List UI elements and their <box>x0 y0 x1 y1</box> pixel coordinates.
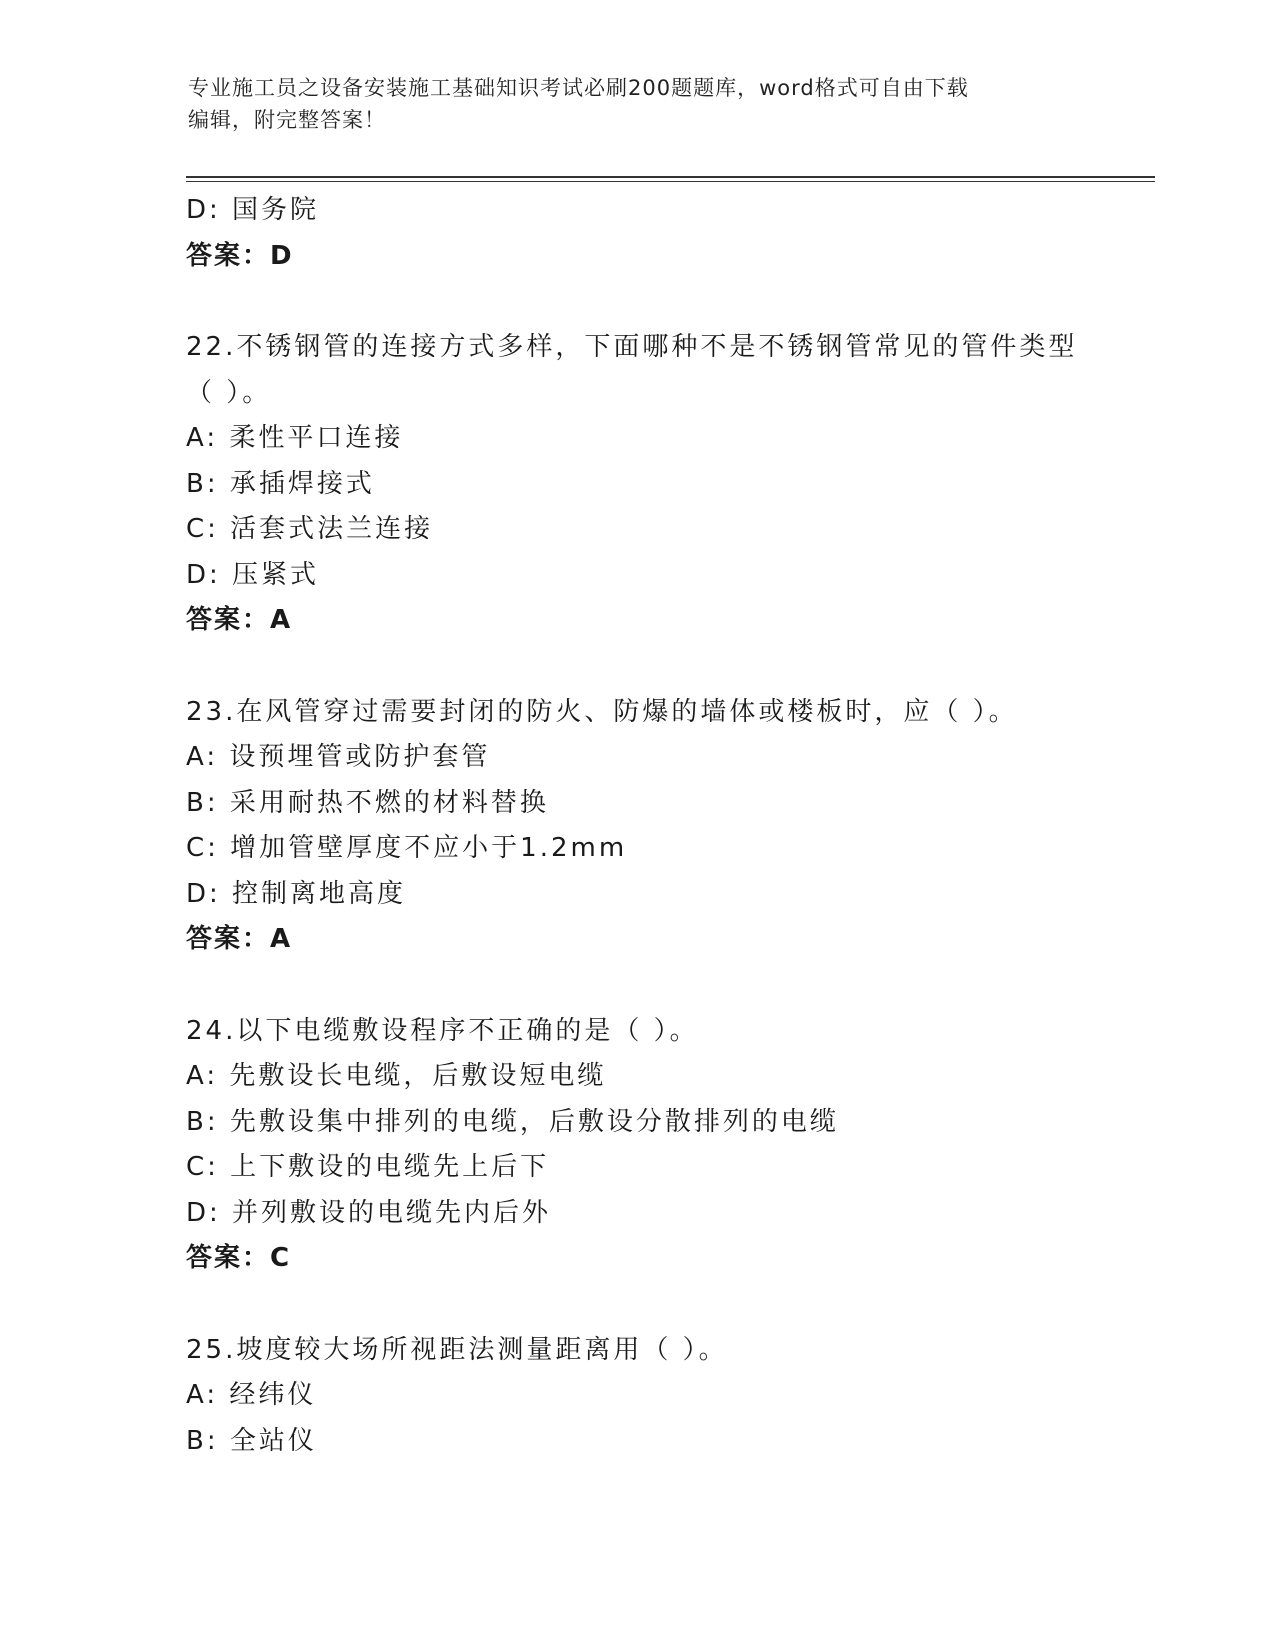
answer-line: 答案：C <box>186 1243 292 1273</box>
question-22 <box>186 325 1086 644</box>
previous-question-tail <box>186 188 1086 279</box>
header-divider-thin <box>186 181 1155 182</box>
question-stem-continued: （ ）。 <box>186 377 272 408</box>
option-a: A: 柔性平口连接 <box>186 423 404 453</box>
question-25 <box>186 1328 1086 1465</box>
document-header <box>188 72 1068 136</box>
option-d: D: 压紧式 <box>186 559 320 590</box>
answer-line: 答案：D <box>186 240 294 271</box>
option-c: C: 上下敷设的电缆先上后下 <box>186 1152 550 1182</box>
question-stem: 22.不锈钢管的连接方式多样，下面哪种不是不锈钢管常见的管件类型 <box>186 332 1078 362</box>
header-line-1: 专业施工员之设备安装施工基础知识考试必刷200题题库，word格式可自由下载 <box>188 76 969 100</box>
answer-line: 答案：A <box>186 924 293 954</box>
option-a: A: 设预埋管或防护套管 <box>186 742 491 772</box>
answer-line: 答案：A <box>186 605 293 635</box>
option-b: B: 采用耐热不燃的材料替换 <box>186 787 549 818</box>
question-stem: 23.在风管穿过需要封闭的防火、防爆的墙体或楼板时，应（ ）。 <box>186 696 1018 727</box>
header-divider-thick <box>186 176 1155 178</box>
option-d: D: 控制离地高度 <box>186 878 407 909</box>
question-23 <box>186 690 1086 963</box>
option-a: A: 先敷设长电缆，后敷设短电缆 <box>186 1061 607 1091</box>
document-body <box>186 188 1086 1464</box>
option-b: B: 先敷设集中排列的电缆，后敷设分散排列的电缆 <box>186 1106 839 1137</box>
option-b: B: 全站仪 <box>186 1425 317 1456</box>
spacer <box>186 963 1086 1009</box>
option-c: C: 活套式法兰连接 <box>186 514 434 544</box>
spacer <box>186 279 1086 325</box>
header-line-2: 编辑，附完整答案！ <box>188 108 386 132</box>
spacer <box>186 644 1086 690</box>
option-a: A: 经纬仪 <box>186 1380 317 1410</box>
question-stem: 25.坡度较大场所视距法测量距离用（ ）。 <box>186 1334 728 1365</box>
option-b: B: 承插焊接式 <box>186 468 375 499</box>
option-d: D: 国务院 <box>186 195 320 225</box>
option-d: D: 并列敷设的电缆先内后外 <box>186 1197 552 1228</box>
spacer <box>186 1282 1086 1328</box>
question-stem: 24.以下电缆敷设程序不正确的是（ ）。 <box>186 1015 699 1046</box>
option-c: C: 增加管壁厚度不应小于1.2mm <box>186 833 628 863</box>
question-24 <box>186 1009 1086 1282</box>
